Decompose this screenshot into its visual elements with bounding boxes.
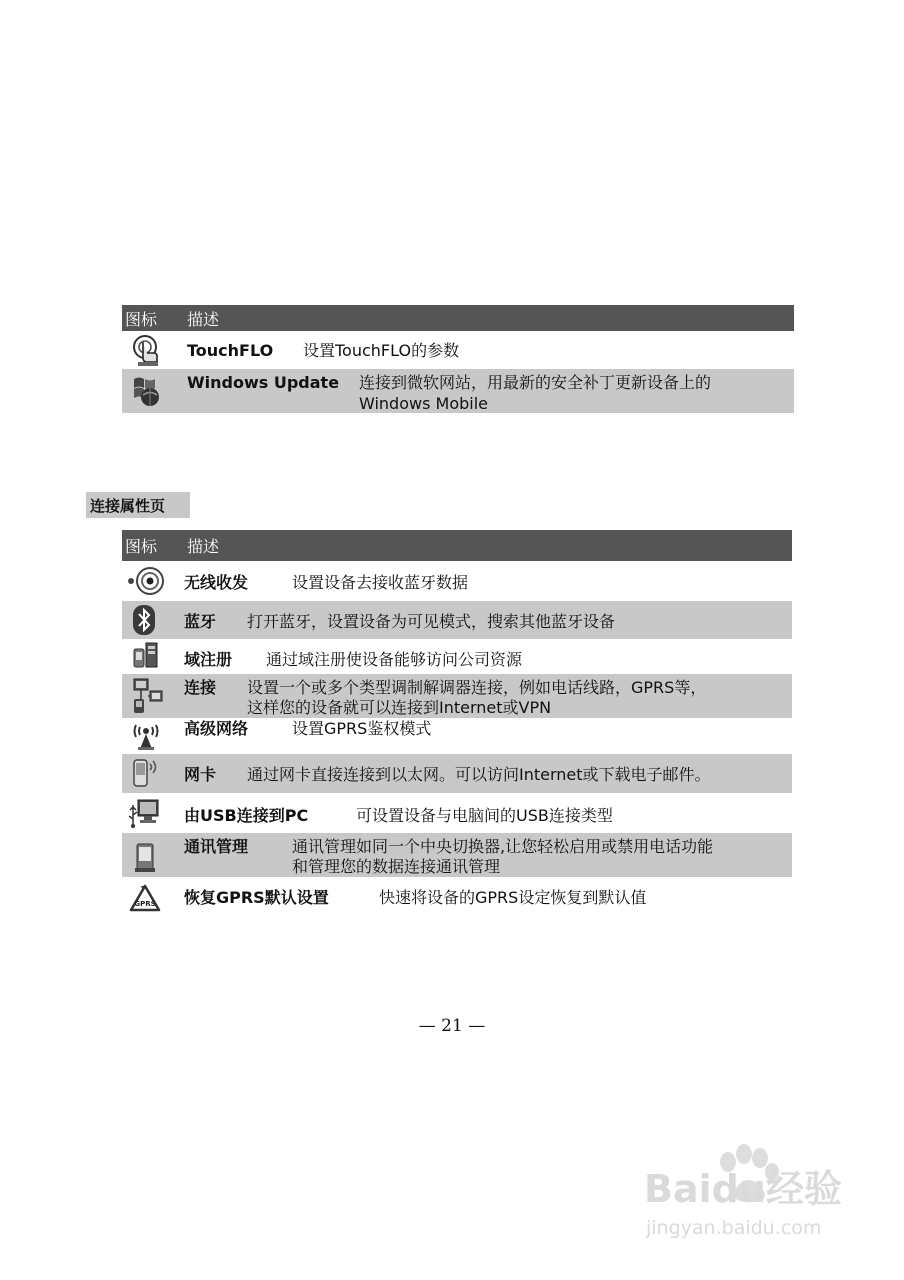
item-description: 通过域注册使设备能够访问公司资源 bbox=[266, 650, 523, 669]
item-description: 设置一个或多个类型调制解调器连接，例如电话线路，GPRS等， bbox=[247, 678, 707, 697]
item-description: 设置设备去接收蓝牙数据 bbox=[292, 573, 469, 592]
item-name: 蓝牙 bbox=[184, 612, 217, 631]
item-name: 无线收发 bbox=[184, 573, 249, 592]
item-description: 通过网卡直接连接到以太网。可以访问Internet或下载电子邮件。 bbox=[247, 765, 711, 784]
item-description-line2: Windows Mobile bbox=[359, 394, 488, 413]
item-name: TouchFLO bbox=[187, 341, 274, 360]
page-number: — 21 — bbox=[418, 1016, 486, 1036]
beam-icon bbox=[126, 564, 166, 598]
item-description: 打开蓝牙，设置设备为可见模式，搜索其他蓝牙设备 bbox=[247, 612, 616, 631]
bluetooth-icon bbox=[132, 604, 156, 636]
watermark-url: jingyan.baidu.com bbox=[646, 1217, 822, 1239]
table-row-network-card bbox=[122, 754, 792, 793]
table-row-gprs-restore bbox=[122, 877, 792, 917]
table-row-advanced-network bbox=[122, 718, 792, 754]
connections-icon bbox=[130, 677, 166, 715]
table-row-usb-to-pc bbox=[122, 793, 792, 833]
item-name: 连接 bbox=[184, 678, 217, 697]
table-row-beam bbox=[122, 561, 792, 601]
item-name: 网卡 bbox=[184, 765, 217, 784]
table-header bbox=[122, 305, 794, 331]
item-description-line2: 和管理您的数据连接通讯管理 bbox=[292, 857, 501, 876]
domain-enroll-icon bbox=[132, 641, 160, 671]
table-row-windows-update bbox=[122, 369, 794, 413]
section-title: 连接属性页 bbox=[86, 492, 190, 518]
connections-icon-table bbox=[122, 530, 792, 917]
gprs-restore-icon bbox=[128, 883, 162, 915]
table-row-connections bbox=[122, 674, 792, 718]
item-name: 通讯管理 bbox=[184, 837, 249, 856]
header-icon-col: 图标 bbox=[125, 537, 158, 556]
header-icon-col: 图标 bbox=[125, 309, 158, 329]
gprs-icon-label: GPRS bbox=[134, 900, 156, 908]
header-desc-col: 描述 bbox=[187, 537, 220, 556]
usb-to-pc-icon bbox=[128, 797, 162, 831]
network-card-icon bbox=[131, 756, 161, 790]
item-name: Windows Update bbox=[187, 373, 340, 392]
windows-update-icon bbox=[130, 373, 164, 409]
item-name: 恢复GPRS默认设置 bbox=[184, 888, 329, 907]
item-description: 连接到微软网站，用最新的安全补丁更新设备上的 bbox=[359, 373, 712, 392]
baidu-jingyan-watermark bbox=[640, 1138, 860, 1248]
table-row-comm-manager bbox=[122, 833, 792, 877]
top-icon-table bbox=[122, 305, 794, 413]
table-row-touchflo bbox=[122, 331, 794, 369]
table-row-bluetooth bbox=[122, 601, 792, 639]
table-header bbox=[122, 530, 792, 561]
watermark-brand: Baidu经验 bbox=[644, 1167, 842, 1211]
item-name: 高级网络 bbox=[184, 719, 249, 738]
item-description: 设置GPRS鉴权模式 bbox=[292, 719, 432, 738]
item-description: 通讯管理如同一个中央切换器,让您轻松启用或禁用电话功能 bbox=[292, 837, 714, 856]
item-name: 域注册 bbox=[184, 650, 233, 669]
item-description-line2: 这样您的设备就可以连接到Internet或VPN bbox=[247, 698, 552, 717]
table-row-domain-enroll bbox=[122, 639, 792, 674]
item-name: 由USB连接到PC bbox=[184, 806, 309, 825]
item-description: 可设置设备与电脑间的USB连接类型 bbox=[356, 806, 613, 825]
item-description: 快速将设备的GPRS设定恢复到默认值 bbox=[379, 888, 647, 907]
touchflo-icon bbox=[130, 334, 164, 368]
header-desc-col: 描述 bbox=[187, 309, 220, 329]
advanced-network-icon bbox=[131, 719, 161, 751]
item-description: 设置TouchFLO的参数 bbox=[303, 341, 460, 360]
comm-manager-icon bbox=[133, 842, 159, 874]
